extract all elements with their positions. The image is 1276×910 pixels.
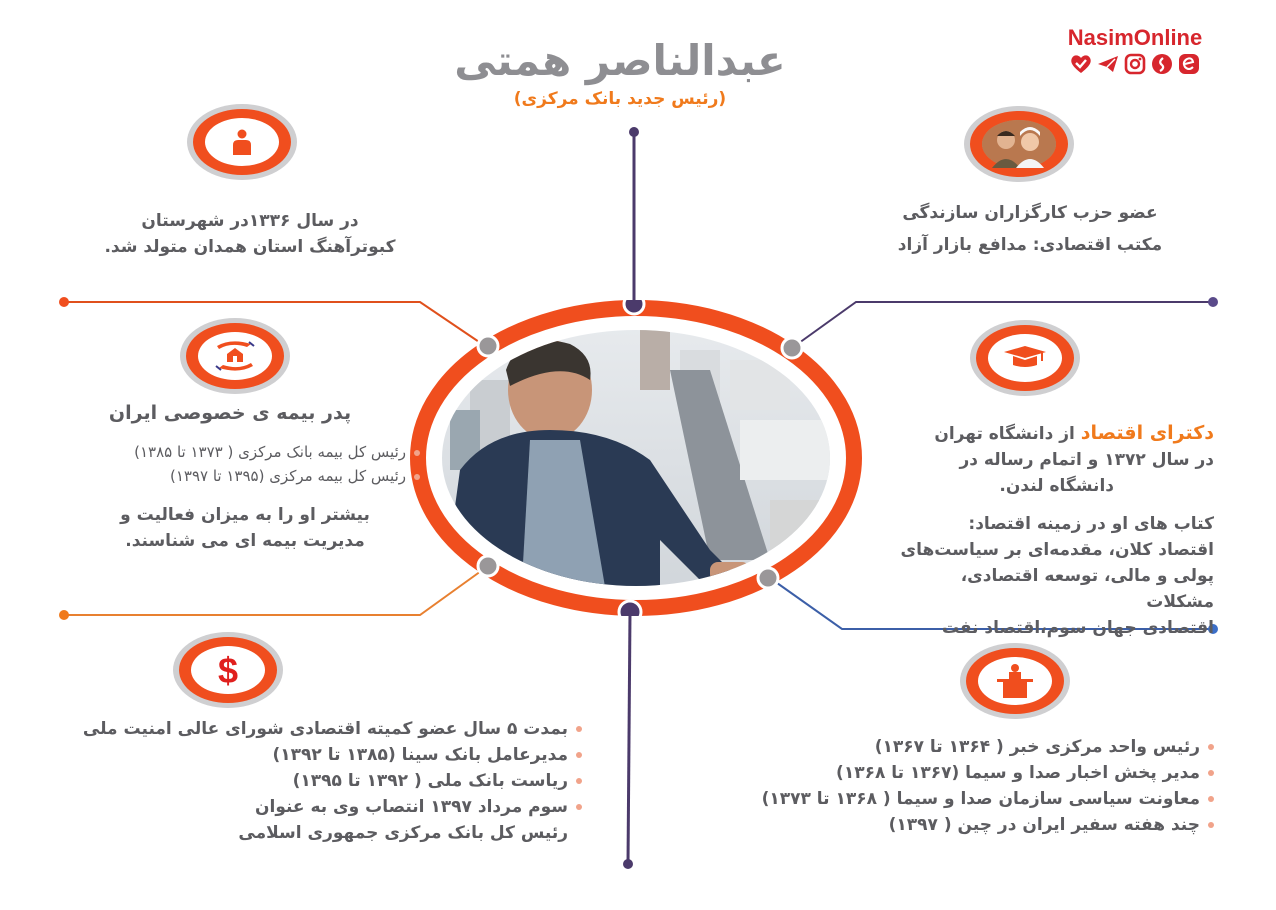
list-item: رئیس واحد مرکزی خبر ( ۱۳۶۴ تا ۱۳۶۷) <box>700 734 1214 760</box>
eitaa-icon[interactable] <box>1178 53 1200 75</box>
insurance-badge <box>180 318 290 394</box>
books-list: کتاب های او در زمینه اقتصاد: اقتصاد کلان، مقدمه‌ای بر سیاست‌های پولی و مالی، توسعه اقتصادی، مشکلات اقتصادی جهان سوم،اقتصاد نفت <box>900 514 1214 638</box>
list-item: معاونت سیاسی سازمان صدا و سیما ( ۱۳۶۸ تا ۱۳۷۳) <box>700 786 1214 812</box>
telegram-icon[interactable] <box>1097 53 1119 75</box>
banking-continuation: رئیس کل بانک مرکزی جمهوری اسلامی <box>238 823 568 843</box>
header <box>380 36 860 110</box>
check-heart-icon[interactable] <box>1070 53 1092 75</box>
instagram-icon[interactable] <box>1124 53 1146 75</box>
podium-speaker-icon <box>993 663 1037 699</box>
list-item: ریاست بانک ملی ( ۱۳۹۲ تا ۱۳۹۵) <box>40 768 582 794</box>
svg-text:$: $ <box>217 650 239 690</box>
list-item: رئیس کل بیمه مرکزی (۱۳۹۵ تا ۱۳۹۷) <box>40 464 420 488</box>
page-title: عبدالناصر همتی <box>454 36 786 85</box>
insurance-footer: بیشتر او را به میزان فعالیت و مدیریت بیمه ای می شناسند. <box>120 505 370 551</box>
media-text <box>700 734 1214 838</box>
brand-logo[interactable] <box>1040 26 1230 75</box>
media-list <box>700 734 1214 838</box>
insurance-list <box>40 440 420 488</box>
party-text: عضو حزب کارگزاران سازندگی مکتب اقتصادی: مدافع بازار آزاد <box>897 203 1163 255</box>
center-portrait <box>410 300 862 616</box>
list-item: رئیس کل بیمه بانک مرکزی ( ۱۳۷۳ تا ۱۳۸۵) <box>40 440 420 464</box>
birth-badge <box>187 104 297 180</box>
party-badge <box>964 106 1074 182</box>
insurance-text <box>40 402 420 554</box>
social-icons <box>1040 53 1230 75</box>
banking-badge <box>173 632 283 708</box>
portrait-photo-icon <box>982 120 1056 168</box>
list-item: بمدت ۵ سال عضو کمیته اقتصادی شورای عالی امنیت ملی <box>40 716 582 742</box>
list-item: مدیرعامل بانک سینا (۱۳۸۵ تا ۱۳۹۲) <box>40 742 582 768</box>
dollar-icon <box>213 650 243 690</box>
birth-text: در سال ۱۳۳۶در شهرستان کبوترآهنگ استان همدان متولد شد. <box>104 211 396 257</box>
banking-text <box>40 716 582 846</box>
list-item: مدیر پخش اخبار صدا و سیما (۱۳۶۷ تا ۱۳۶۸) <box>700 760 1214 786</box>
aparat-icon[interactable] <box>1151 53 1173 75</box>
page-subtitle: (رئیس جدید بانک مرکزی) <box>513 89 727 109</box>
person-icon <box>230 128 254 156</box>
education-text: دکترای اقتصاد از دانشگاه تهران در سال ۱۳۷۲ و اتمام رساله در دانشگاه لندن. کتاب های او در زمینه اقتصاد: اقتصاد کلان، مقدمه‌ای بر سیاست‌های پولی و مالی، توسعه اقتصادی، مشکلات اقتصادی جهان سوم،اقتصاد نفت <box>890 420 1214 641</box>
insurance-heading: پدر بیمه ی خصوصی ایران <box>108 402 352 424</box>
media-badge <box>960 643 1070 719</box>
insured-home-icon <box>211 338 259 374</box>
brand-name: NasimOnline <box>1067 25 1203 50</box>
graduation-cap-icon <box>1002 345 1048 371</box>
banking-list <box>40 716 582 820</box>
list-item: چند هفته سفیر ایران در چین ( ۱۳۹۷) <box>700 812 1214 838</box>
education-highlight: دکترای اقتصاد <box>1080 422 1214 444</box>
list-item: سوم مرداد ۱۳۹۷ انتصاب وی به عنوان <box>40 794 582 820</box>
education-badge <box>970 320 1080 396</box>
